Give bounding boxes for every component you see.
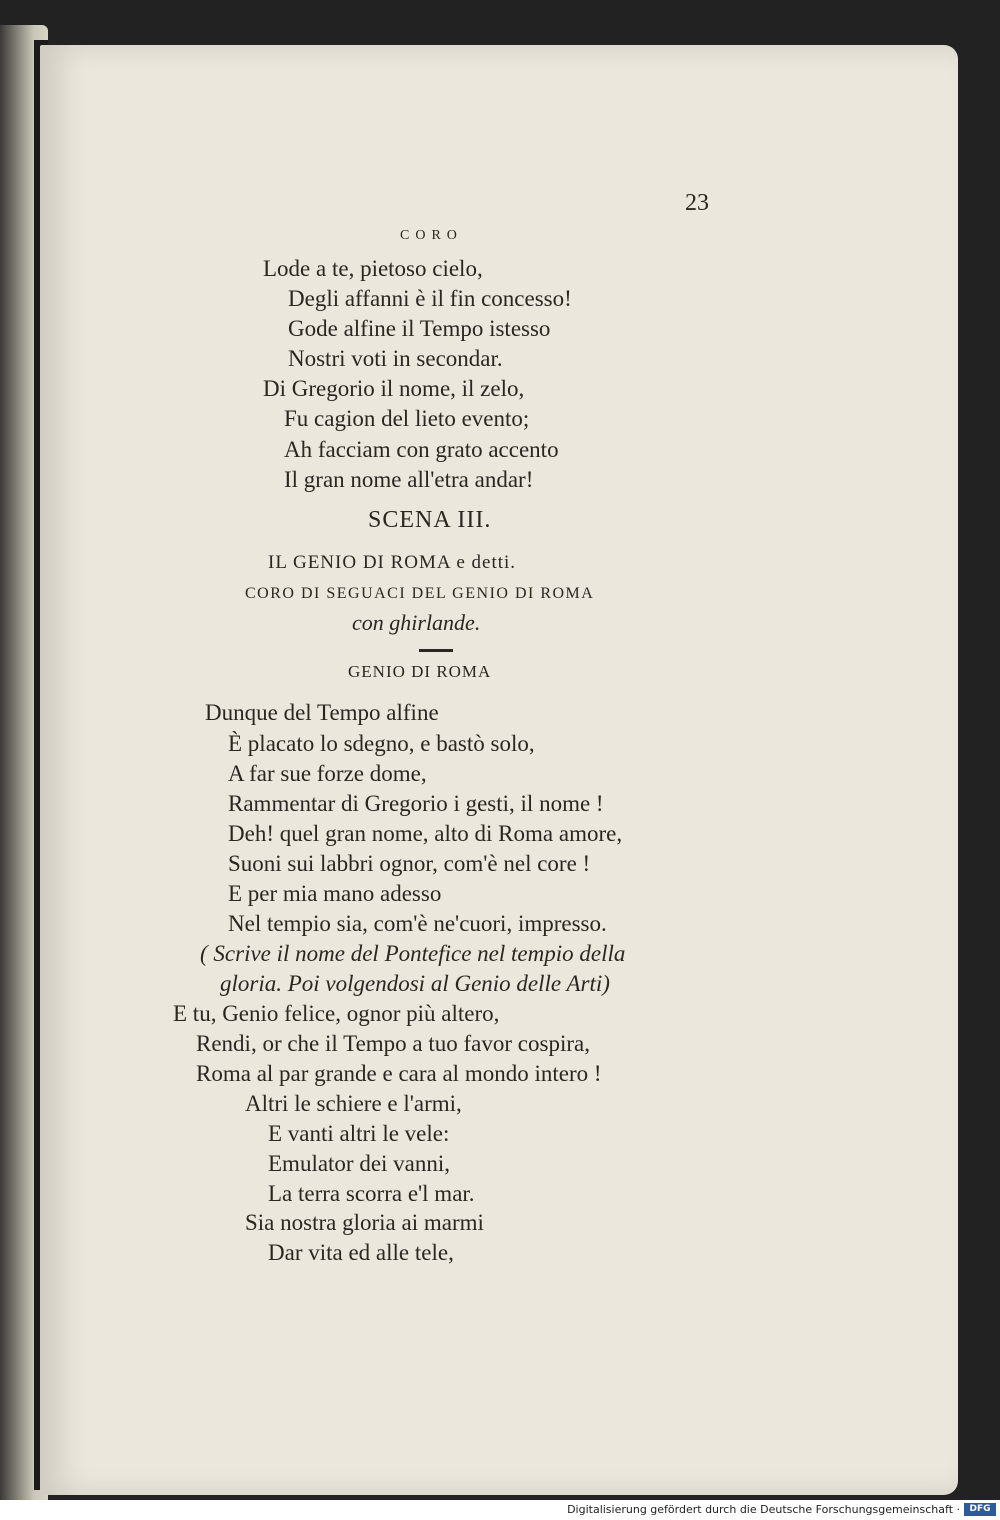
verse-line: Rammentar di Gregorio i gesti, il nome ! xyxy=(228,791,604,816)
footer-credit: Digitalisierung gefördert durch die Deutsche Forschungsgemeinschaft · xyxy=(567,1503,960,1516)
verse-line: Dunque del Tempo alfine xyxy=(205,700,439,725)
verse-line: E vanti altri le vele: xyxy=(268,1121,450,1146)
divider-rule xyxy=(419,649,453,652)
verse-line: Suoni sui labbri ognor, com'è nel core ! xyxy=(228,851,591,876)
scene-title: SCENA III. xyxy=(368,507,492,533)
chorus-line: Degli affanni è il fin concesso! xyxy=(288,286,572,311)
chorus-line: Fu cagion del lieto evento; xyxy=(284,406,530,431)
verse-line: Roma al par grande e cara al mondo intero ! xyxy=(196,1061,602,1086)
verse-line: E per mia mano adesso xyxy=(228,881,442,906)
verse-line: La terra scorra e'l mar. xyxy=(268,1181,475,1206)
speaker-name: GENIO DI ROMA xyxy=(348,662,492,681)
page-number: 23 xyxy=(685,190,709,216)
coro-heading: CORO xyxy=(400,228,463,243)
dramatis-line: IL GENIO DI ROMA e detti. xyxy=(268,552,517,573)
chorus-line: Lode a te, pietoso cielo, xyxy=(263,256,483,281)
chorus-line: Il gran nome all'etra andar! xyxy=(284,467,534,492)
stage-direction: ( Scrive il nome del Pontefice nel tempio della xyxy=(200,941,626,966)
dfg-logo: DFG xyxy=(964,1503,996,1516)
verse-line: Emulator dei vanni, xyxy=(268,1151,451,1176)
verse-line: Sia nostra gloria ai marmi xyxy=(245,1210,484,1235)
chorus-line: Di Gregorio il nome, il zelo, xyxy=(263,376,525,401)
verse-line: Deh! quel gran nome, alto di Roma amore, xyxy=(228,821,623,846)
book-page xyxy=(40,45,958,1495)
dramatis-line: con ghirlande. xyxy=(352,610,481,635)
chorus-line: Ah facciam con grato accento xyxy=(284,437,559,462)
chorus-line: Gode alfine il Tempo istesso xyxy=(288,316,551,341)
verse-line: E tu, Genio felice, ognor più altero, xyxy=(173,1001,500,1026)
verse-line: Nel tempio sia, com'è ne'cuori, impresso. xyxy=(228,911,607,936)
dramatis-line: CORO DI SEGUACI DEL GENIO DI ROMA xyxy=(245,585,595,602)
verse-line: È placato lo sdegno, e bastò solo, xyxy=(228,731,535,756)
verse-line: Rendi, or che il Tempo a tuo favor cospira, xyxy=(196,1031,590,1056)
verse-line: Altri le schiere e l'armi, xyxy=(245,1091,462,1116)
verse-line: Dar vita ed alle tele, xyxy=(268,1240,454,1265)
verse-line: A far sue forze dome, xyxy=(228,761,427,786)
stage-direction: gloria. Poi volgendosi al Genio delle Arti) xyxy=(220,971,610,996)
chorus-line: Nostri voti in secondar. xyxy=(288,346,503,371)
